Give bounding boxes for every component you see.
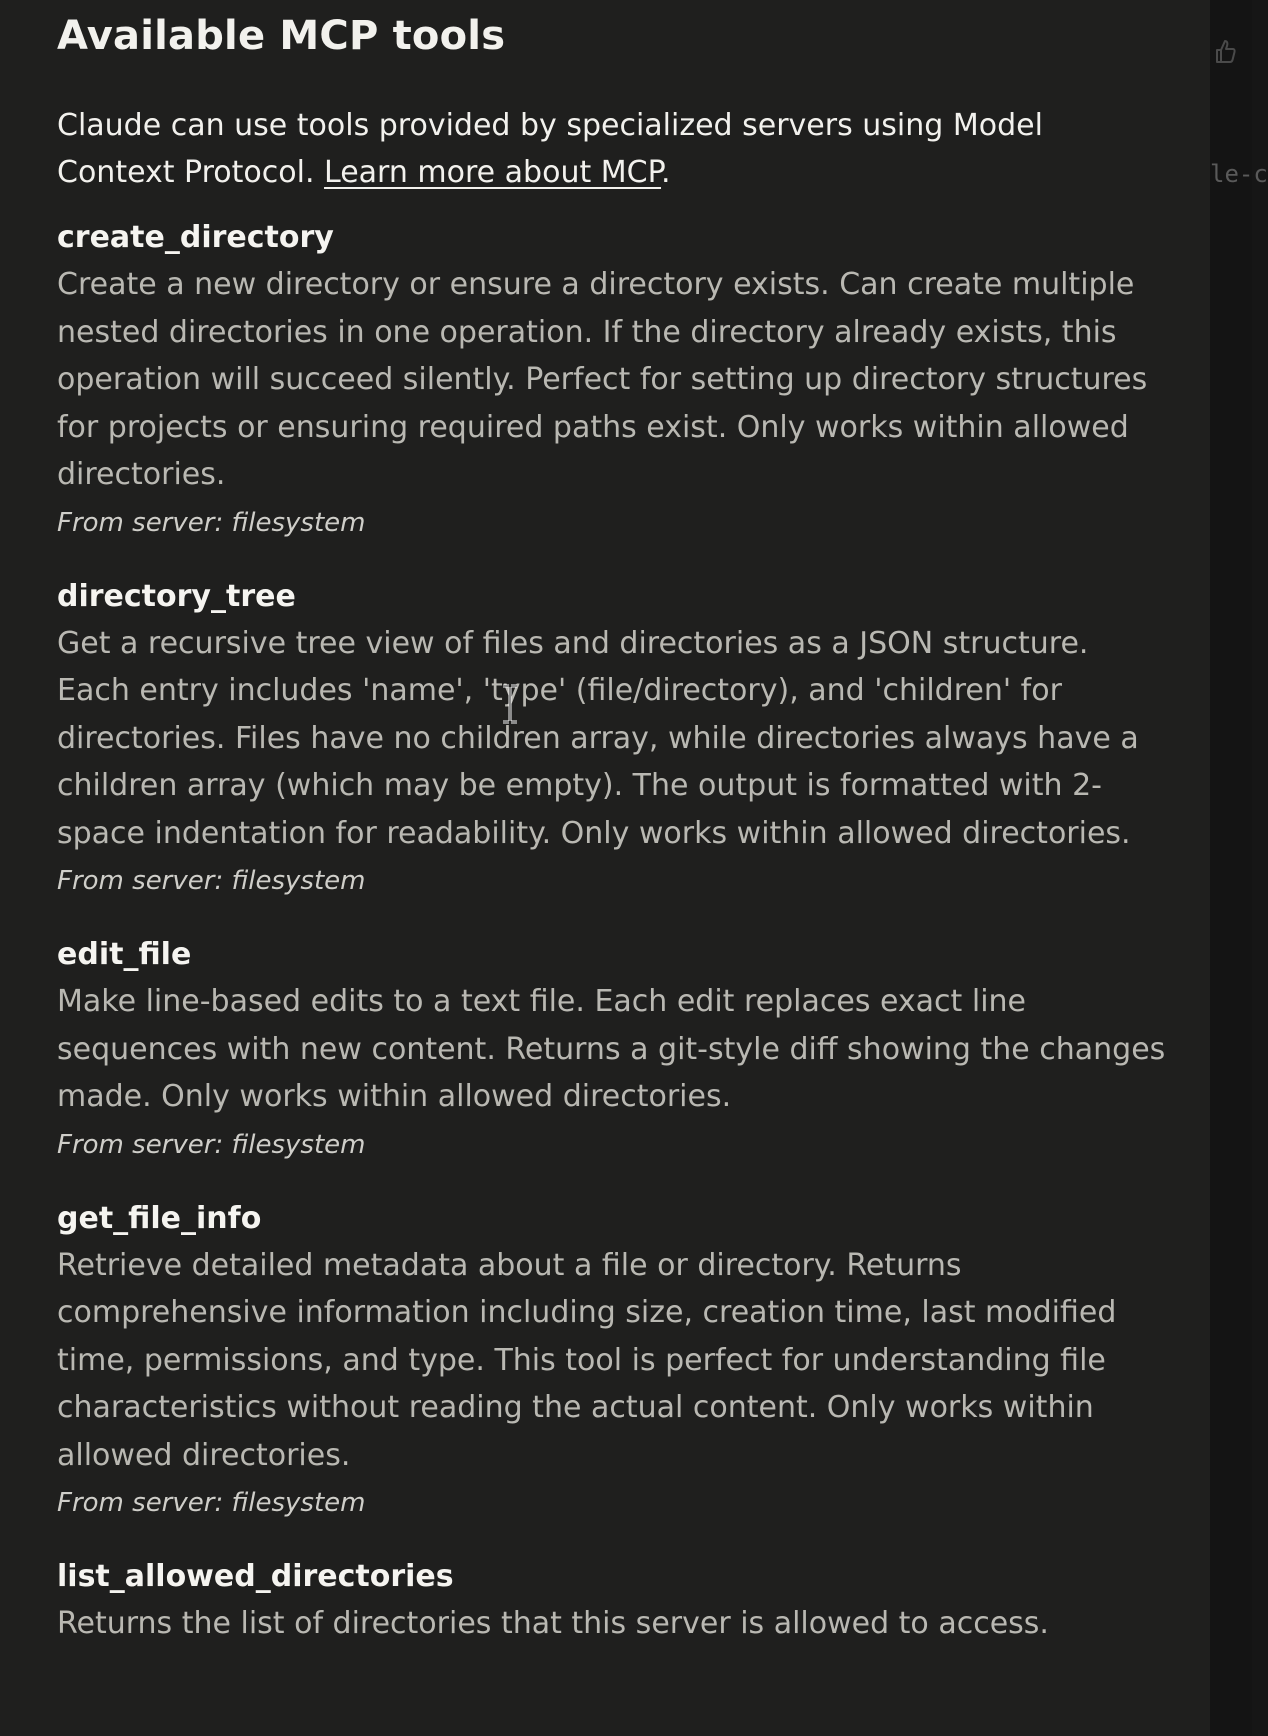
text-cursor-icon xyxy=(500,684,520,724)
learn-more-mcp-link[interactable]: Learn more about MCP xyxy=(324,155,662,190)
tool-source: From server: filesystem xyxy=(57,866,366,896)
background-partial-text: le-c xyxy=(1210,160,1268,188)
tool-description: Returns the list of directories that this server is allowed to access. xyxy=(57,1606,1049,1641)
panel-content xyxy=(57,6,1167,1648)
tool-source: From server: filesystem xyxy=(57,507,366,538)
tool-name: list_allowed_directories xyxy=(57,1559,454,1594)
tool-description: Make line-based edits to a text file. Each edit replaces exact line sequences with new content. Returns a git-style diff showing the changes made. Only works within allowed directories. xyxy=(57,984,1166,1114)
thumbs-up-icon xyxy=(1214,38,1236,64)
tool-name: create_directory xyxy=(57,220,334,255)
tool-name: get_file_info xyxy=(57,1200,262,1236)
tool-item-directory-tree xyxy=(57,573,1167,902)
tool-source: From server: filesystem xyxy=(57,1129,366,1160)
tool-item-get-file-info xyxy=(57,1195,1167,1524)
intro-suffix: . xyxy=(661,155,671,190)
tool-item-list-allowed-directories xyxy=(57,1553,1167,1648)
tool-description: Create a new directory or ensure a directory exists. Can create multiple nested directories in one operation. If the directory already exists, this operation will succeed silently. Perfect for setting up directory structures for projects or ensuring required paths exist. Only works within allowed directories. xyxy=(57,267,1148,492)
tool-item-create-directory xyxy=(57,214,1167,543)
tool-name: edit_file xyxy=(57,937,192,972)
tool-description: Retrieve detailed metadata about a file or directory. Returns comprehensive information including size, creation time, last modified time, permissions, and type. This tool is perfect for understanding file characteristics without reading the actual content. Only works within allowed directories. xyxy=(57,1247,1117,1473)
tool-source: From server: filesystem xyxy=(57,1488,366,1518)
tool-name: directory_tree xyxy=(57,578,296,614)
intro-text xyxy=(57,102,1167,196)
intro-body: Claude can use tools provided by specialized servers using Model Context Protocol. xyxy=(57,108,1043,190)
background-window-strip xyxy=(1210,0,1268,1736)
tool-item-edit-file xyxy=(57,931,1167,1165)
panel-title: Available MCP tools xyxy=(57,13,506,59)
tool-description: Get a recursive tree view of files and directories as a JSON structure. Each entry includes 'name', 'type' (file/directory), and 'children' for directories. Files have no children array, while directories always have a children array (which may be empty). The output is formatted with 2-space indentation for readability. Only works within allowed directories. xyxy=(57,625,1139,851)
